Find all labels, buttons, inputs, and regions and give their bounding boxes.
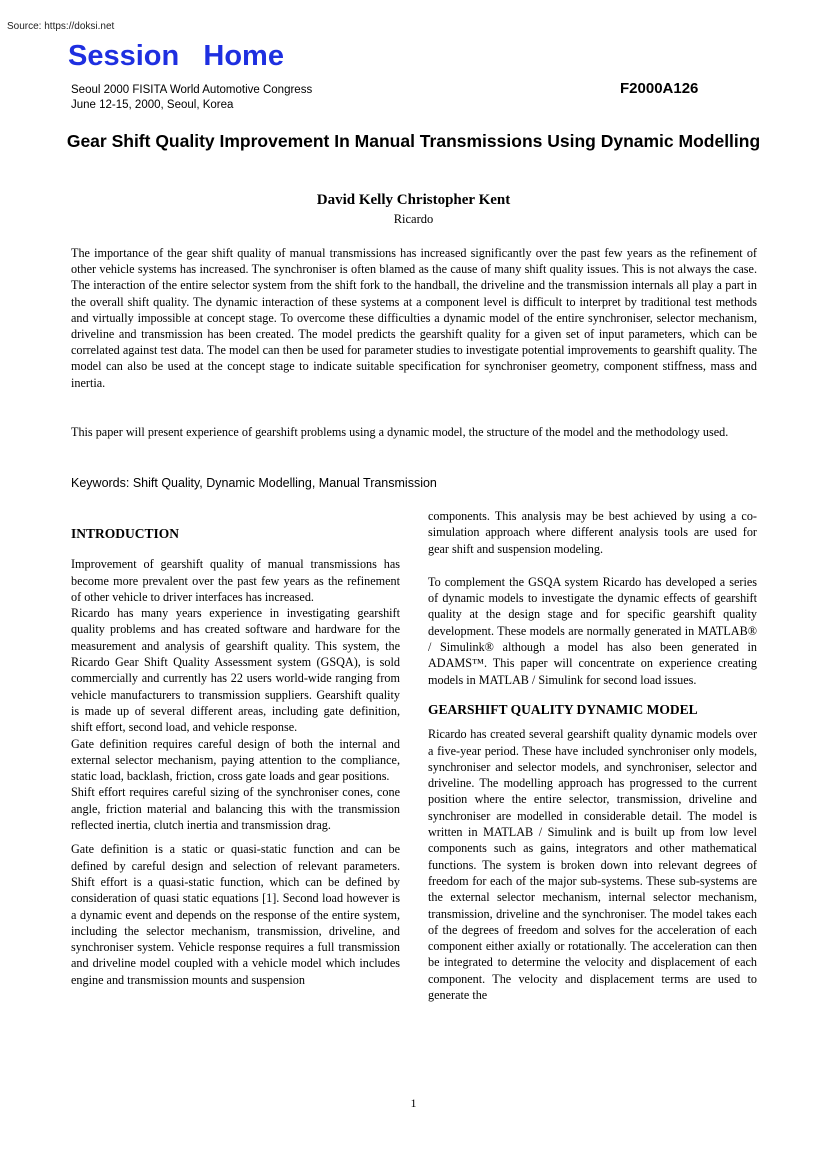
paragraph: Gate definition requires careful design of both the internal and external selector mechanism, paying attention to the compliance, static load, backlash, friction, cross gate loads and gear positions. <box>71 736 400 784</box>
paragraph: Gate definition is a static or quasi-static function and can be defined by careful design and selection of relevant parameters. Shift effort is a quasi-static function, which can be defined by consideration of quasi static equations [1]. Second load however is a dynamic event and depends on the response of the entire system, including the selector mechanism, transmission, driveline, and synchroniser system. Vehicle response requires a full transmission and driveline model coupled with a vehicle model which includes engine and transmission mounts and suspension <box>71 842 400 987</box>
paragraph: Improvement of gearshift quality of manual transmissions has become more prevalent over the past few years as the refinement of other vehicle to driver interfaces has increased. <box>71 557 400 604</box>
page-number: 1 <box>410 1096 417 1110</box>
right-column <box>428 508 757 1003</box>
abstract-paragraph-1: The importance of the gear shift quality of manual transmissions has increased significantly over the past few years as the refinement of other vehicle systems has increased. The synchroniser is often blamed as the cause of many shift quality issues. This is not always the case. The interaction of the entire selector system from the shift fork to the handball, the driveline and the transmission internals all play a part in the overall shift quality. The dynamic interaction of these systems at a component level is difficult to interpret by traditional test methods and virtually impossible at concept stage. To overcome these difficulties a dynamic model of the entire synchroniser, selector mechanism, driveline and transmission has been created. The model predicts the gearshift quality for a given set of input parameters, which can be correlated against test data. The model can then be used for parameter studies to investigate potential improvements to gearshift quality. The model can also be used at the concept stage to indicate suitable specification for synchroniser geometry, component stiffness, mass and inertia. <box>71 246 757 390</box>
source-url: Source: https://doksi.net <box>7 21 115 32</box>
paragraph: Shift effort requires careful sizing of the synchroniser cones, cone angle, friction material and balancing this with the transmission reflected inertia, clutch inertia and transmission drag. <box>71 785 400 833</box>
conference-name: Seoul 2000 FISITA World Automotive Congress <box>71 84 313 96</box>
keywords: Keywords: Shift Quality, Dynamic Modelling, Manual Transmission <box>71 476 437 490</box>
paragraph: Ricardo has many years experience in investigating gearshift quality problems and has created software and hardware for the measurement and analysis of gearshift quality. This system, the Ricardo Gear Shift Quality Assessment system (GSQA), is sold commercially and currently has 22 users world-wide ranging from vehicle manufacturers to transmission suppliers. Gearshift quality is made up of several different areas, including gate definition, shift effort, second load, and vehicle response. <box>71 606 400 735</box>
introduction-heading: INTRODUCTION <box>71 526 180 541</box>
session-home-link[interactable] <box>68 40 284 73</box>
affiliation: Ricardo <box>393 212 434 226</box>
abstract-paragraph-2: This paper will present experience of gearshift problems using a dynamic model, the structure of the model and the methodology used. <box>71 425 729 439</box>
left-column <box>71 508 400 988</box>
conference-date: June 12-15, 2000, Seoul, Korea <box>71 99 234 111</box>
authors: David Kelly Christopher Kent <box>316 192 511 208</box>
paragraph: components. This analysis may be best achieved by using a co-simulation approach where different analysis tools are used for gear shift and suspension modeling. <box>428 509 757 556</box>
paragraph: To complement the GSQA system Ricardo has developed a series of dynamic models to investigate the dynamic effects of gearshift quality at the design stage and for specific gearshift quality development. These models are normally generated in MATLAB® / Simulink® although a model has also been generated in ADAMS™. This paper will concentrate on experience creating models in MATLAB / Simulink for second load issues. <box>428 574 757 687</box>
paper-id: F2000A126 <box>620 80 699 97</box>
paper-title: Gear Shift Quality Improvement In Manual Transmissions Using Dynamic Modelling <box>66 131 761 151</box>
home-link[interactable]: Home <box>203 40 284 72</box>
session-link[interactable]: Session <box>68 40 180 72</box>
model-heading: GEARSHIFT QUALITY DYNAMIC MODEL <box>428 701 698 717</box>
paragraph: Ricardo has created several gearshift quality dynamic models over a five-year period. These have included synchroniser only models, synchroniser and selector models, and synchroniser, selector and driveline. The modelling approach has progressed to the current position where the entire selector, transmission, driveline and synchroniser are modelled in considerable detail. The model is written in MATLAB / Simulink and is built up from low level components such as gains, integrators and other mathematical functions. The system is broken down into relevant degrees of freedom for each of the major sub-systems. These sub-systems are the external selector mechanism, internal selector mechanism, transmission, driveline and the synchroniser. The model takes each of the degrees of freedom and solves for the acceleration of each component either axially or rotationally. The acceleration can then be integrated to determine the velocity and displacement of each component. The velocity and displacement terms are used to generate the <box>428 727 757 1003</box>
